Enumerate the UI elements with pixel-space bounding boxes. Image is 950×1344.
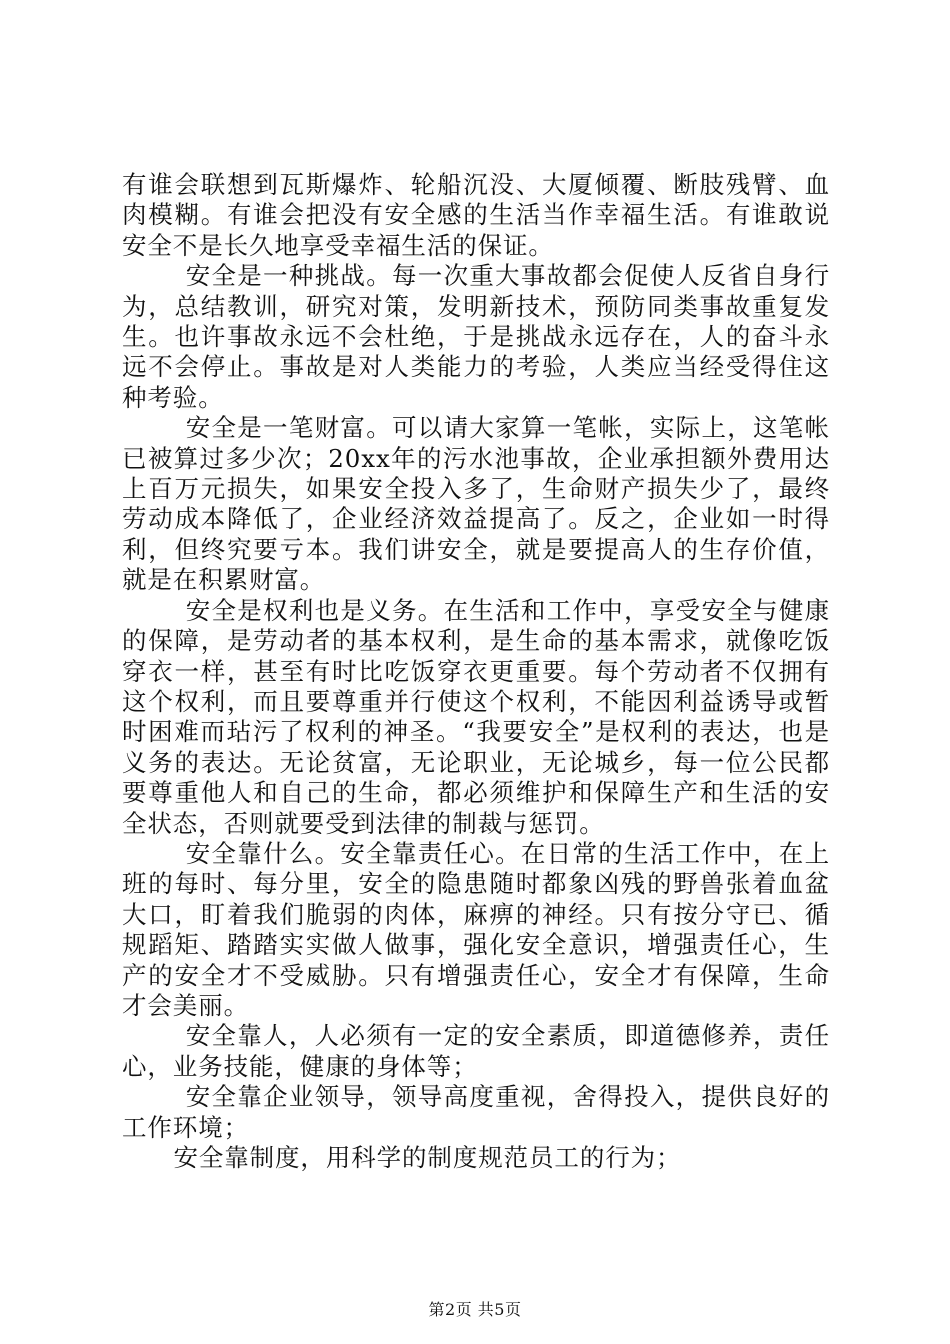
page-number-footer: 第2页 共5页 <box>428 1300 522 1319</box>
paragraph-challenge: 安全是一种挑战。每一次重大事故都会促使人反省自身行为，总结教训，研究对策，发明新技术，预防同类事故重复发生。也许事故永远不会杜绝，于是挑战永远存在，人的奋斗永远不会停止。事故是对人类能力的考验，人类应当经受得住这种考验。 <box>122 261 830 412</box>
paragraph-responsibility: 安全靠什么。安全靠责任心。在日常的生活工作中，在上班的每时、每分里，安全的隐患随时都象凶残的野兽张着血盆大口，盯着我们脆弱的肉体，麻痹的神经。只有按分守已、循规蹈矩、踏踏实实做人做事，强化安全意识，增强责任心，生产的安全才不受威胁。只有增强责任心，安全才有保障，生命才会美丽。 <box>122 838 830 1020</box>
paragraph-wealth: 安全是一笔财富。可以请大家算一笔帐，实际上，这笔帐已被算过多少次；20xx年的污水池事故，企业承担额外费用达上百万元损失，如果安全投入多了，生命财产损失少了，最终劳动成本降低了，企业经济效益提高了。反之，企业如一时得利，但终究要亏本。我们讲安全，就是要提高人的生存价值，就是在积累财富。 <box>122 413 830 595</box>
paragraph-continuation: 有谁会联想到瓦斯爆炸、轮船沉没、大厦倾覆、断肢残臂、血肉模糊。有谁会把没有安全感的生活当作幸福生活。有谁敢说安全不是长久地享受幸福生活的保证。 <box>122 170 830 260</box>
paragraph-rights: 安全是权利也是义务。在生活和工作中，享受安全与健康的保障，是劳动者的基本权利，是生命的基本需求，就像吃饭穿衣一样，甚至有时比吃饭穿衣更重要。每个劳动者不仅拥有这个权利，而且要尊重并行使这个权利，不能因利益诱导或暂时困难而玷污了权利的神圣。“我要安全”是权利的表达，也是义务的表达。无论贫富，无论职业，无论城乡，每一位公民都要尊重他人和自己的生命，都必须维护和保障生产和生活的安全状态，否则就要受到法律的制裁与惩罚。 <box>122 595 830 838</box>
paragraph-system: 安全靠制度，用科学的制度规范员工的行为； <box>173 1143 682 1172</box>
document-body <box>122 170 830 1173</box>
paragraph-leadership: 安全靠企业领导，领导高度重视，舍得投入，提供良好的工作环境； <box>122 1082 830 1142</box>
paragraph-people: 安全靠人，人必须有一定的安全素质，即道德修养，责任心，业务技能，健康的身体等； <box>122 1021 830 1081</box>
